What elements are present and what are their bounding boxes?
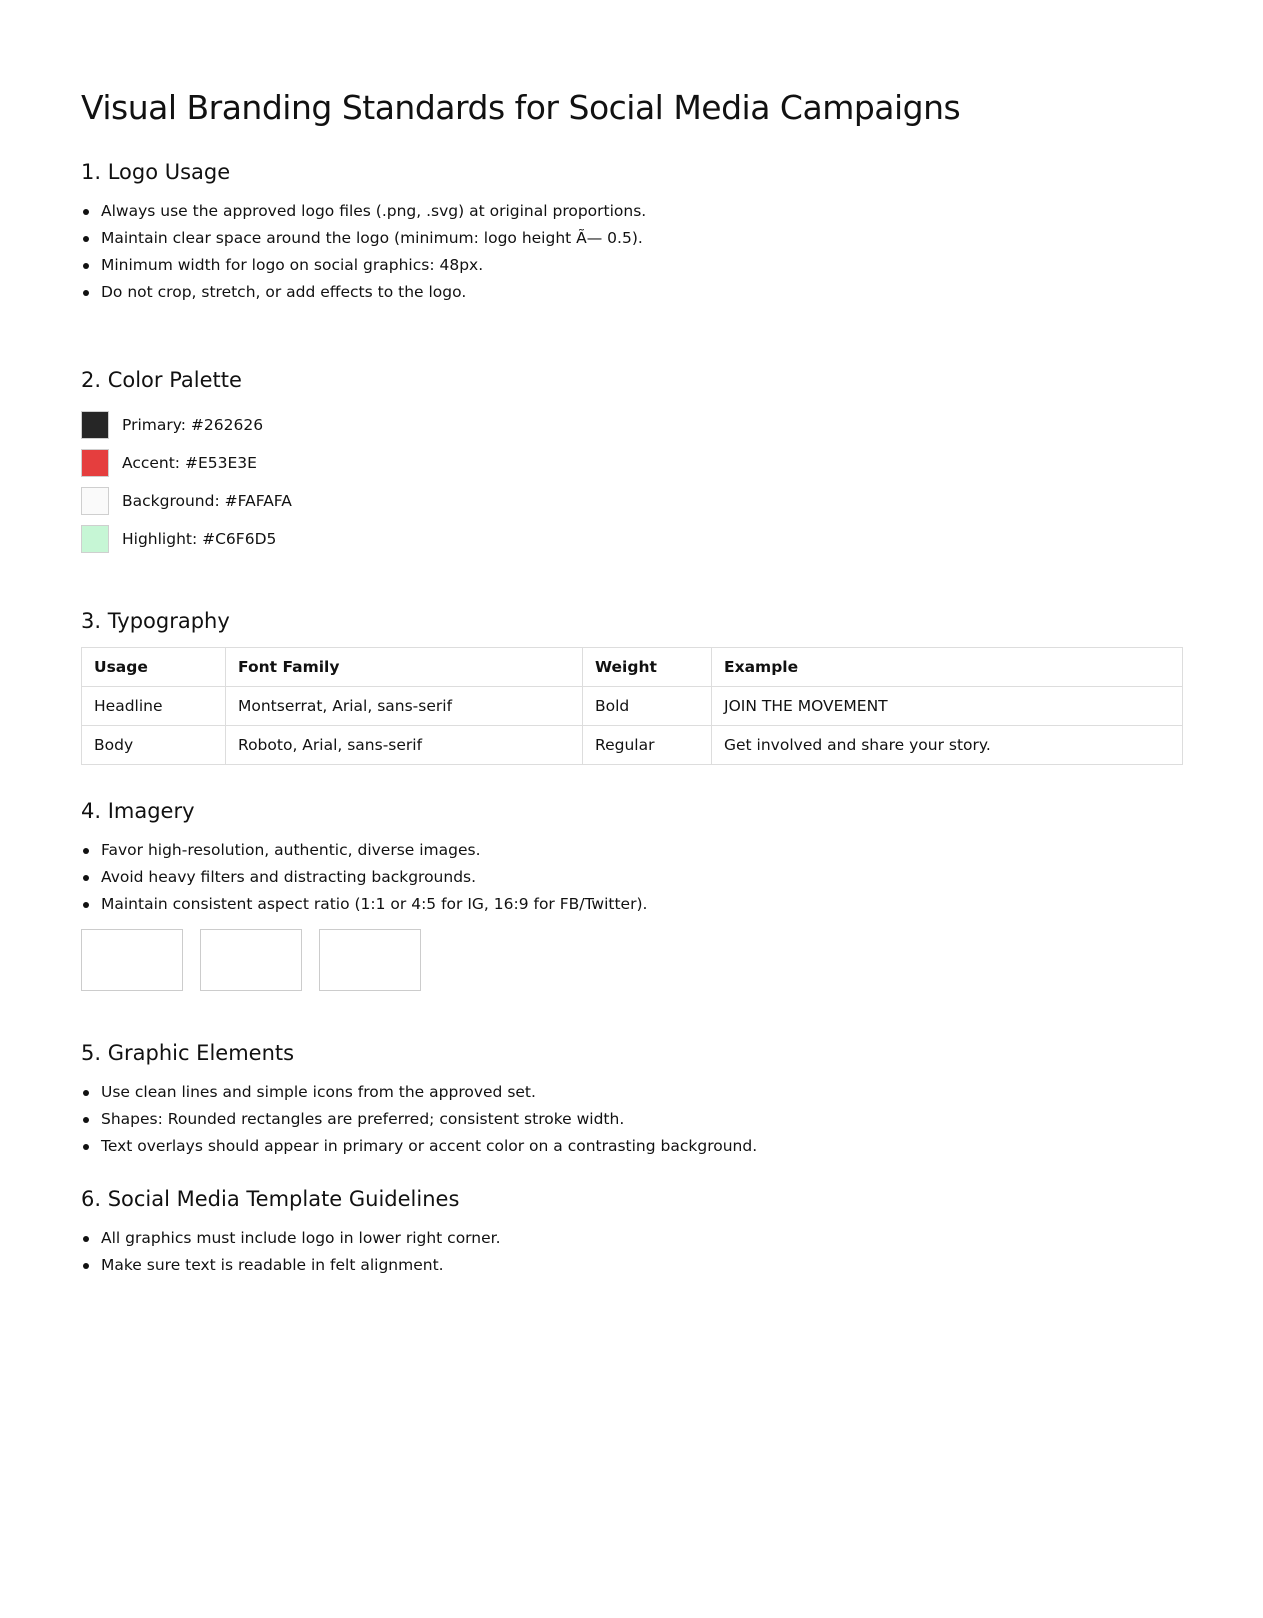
column-header-font-family: Font Family	[226, 648, 583, 687]
swatch-label: Highlight: #C6F6D5	[122, 530, 277, 548]
cell-font-family: Montserrat, Arial, sans-serif	[226, 687, 583, 726]
table-header-row	[82, 648, 1183, 687]
table-row	[82, 687, 1183, 726]
list-item: Do not crop, stretch, or add effects to the logo.	[101, 279, 1183, 306]
cell-example: Get involved and share your story.	[712, 726, 1183, 765]
color-swatch-highlight	[81, 520, 1183, 558]
cell-usage: Body	[82, 726, 226, 765]
color-swatch-primary	[81, 406, 1183, 444]
section-template-guidelines	[81, 1187, 1183, 1279]
image-placeholder	[81, 929, 183, 991]
color-swatch-list	[81, 406, 1183, 558]
section-heading: 2. Color Palette	[81, 368, 242, 392]
section-graphic-elements	[81, 1041, 1183, 1160]
section-logo-usage	[81, 160, 1183, 306]
section-imagery	[81, 799, 1183, 991]
cell-weight: Bold	[583, 687, 712, 726]
swatch-box	[81, 487, 109, 515]
swatch-label: Primary: #262626	[122, 416, 264, 434]
typography-table	[81, 647, 1183, 765]
cell-example: JOIN THE MOVEMENT	[712, 687, 1183, 726]
section-heading: 5. Graphic Elements	[81, 1041, 295, 1065]
graphic-elements-list	[81, 1079, 1183, 1160]
column-header-weight: Weight	[583, 648, 712, 687]
list-item: Avoid heavy filters and distracting backgrounds.	[101, 864, 1183, 891]
list-item: All graphics must include logo in lower right corner.	[101, 1225, 1183, 1252]
table-row	[82, 726, 1183, 765]
column-header-example: Example	[712, 648, 1183, 687]
section-heading: 3. Typography	[81, 609, 230, 633]
swatch-label: Accent: #E53E3E	[122, 454, 257, 472]
section-color-palette	[81, 368, 1183, 558]
section-typography	[81, 609, 1183, 765]
section-heading: 4. Imagery	[81, 799, 195, 823]
list-item: Maintain clear space around the logo (minimum: logo height Ã— 0.5).	[101, 225, 1183, 252]
list-item: Shapes: Rounded rectangles are preferred; consistent stroke width.	[101, 1106, 1183, 1133]
swatch-box	[81, 411, 109, 439]
list-item: Text overlays should appear in primary or accent color on a contrasting background.	[101, 1133, 1183, 1160]
swatch-box	[81, 449, 109, 477]
color-swatch-accent	[81, 444, 1183, 482]
image-placeholder	[200, 929, 302, 991]
swatch-label: Background: #FAFAFA	[122, 492, 292, 510]
image-placeholder	[319, 929, 421, 991]
logo-usage-list	[81, 198, 1183, 306]
cell-usage: Headline	[82, 687, 226, 726]
list-item: Favor high-resolution, authentic, diverse images.	[101, 837, 1183, 864]
cell-font-family: Roboto, Arial, sans-serif	[226, 726, 583, 765]
list-item: Minimum width for logo on social graphics: 48px.	[101, 252, 1183, 279]
list-item: Use clean lines and simple icons from the approved set.	[101, 1079, 1183, 1106]
color-swatch-background	[81, 482, 1183, 520]
list-item: Maintain consistent aspect ratio (1:1 or 4:5 for IG, 16:9 for FB/Twitter).	[101, 891, 1183, 918]
list-item: Always use the approved logo files (.png, .svg) at original proportions.	[101, 198, 1183, 225]
document-page	[81, 0, 1183, 1305]
template-guidelines-list	[81, 1225, 1183, 1279]
page-title: Visual Branding Standards for Social Media Campaigns	[81, 88, 961, 127]
list-item: Make sure text is readable in felt alignment.	[101, 1252, 1183, 1279]
swatch-box	[81, 525, 109, 553]
cell-weight: Regular	[583, 726, 712, 765]
imagery-list	[81, 837, 1183, 918]
column-header-usage: Usage	[82, 648, 226, 687]
section-heading: 1. Logo Usage	[81, 160, 231, 184]
image-placeholder-row	[81, 929, 1183, 991]
section-heading: 6. Social Media Template Guidelines	[81, 1187, 460, 1211]
